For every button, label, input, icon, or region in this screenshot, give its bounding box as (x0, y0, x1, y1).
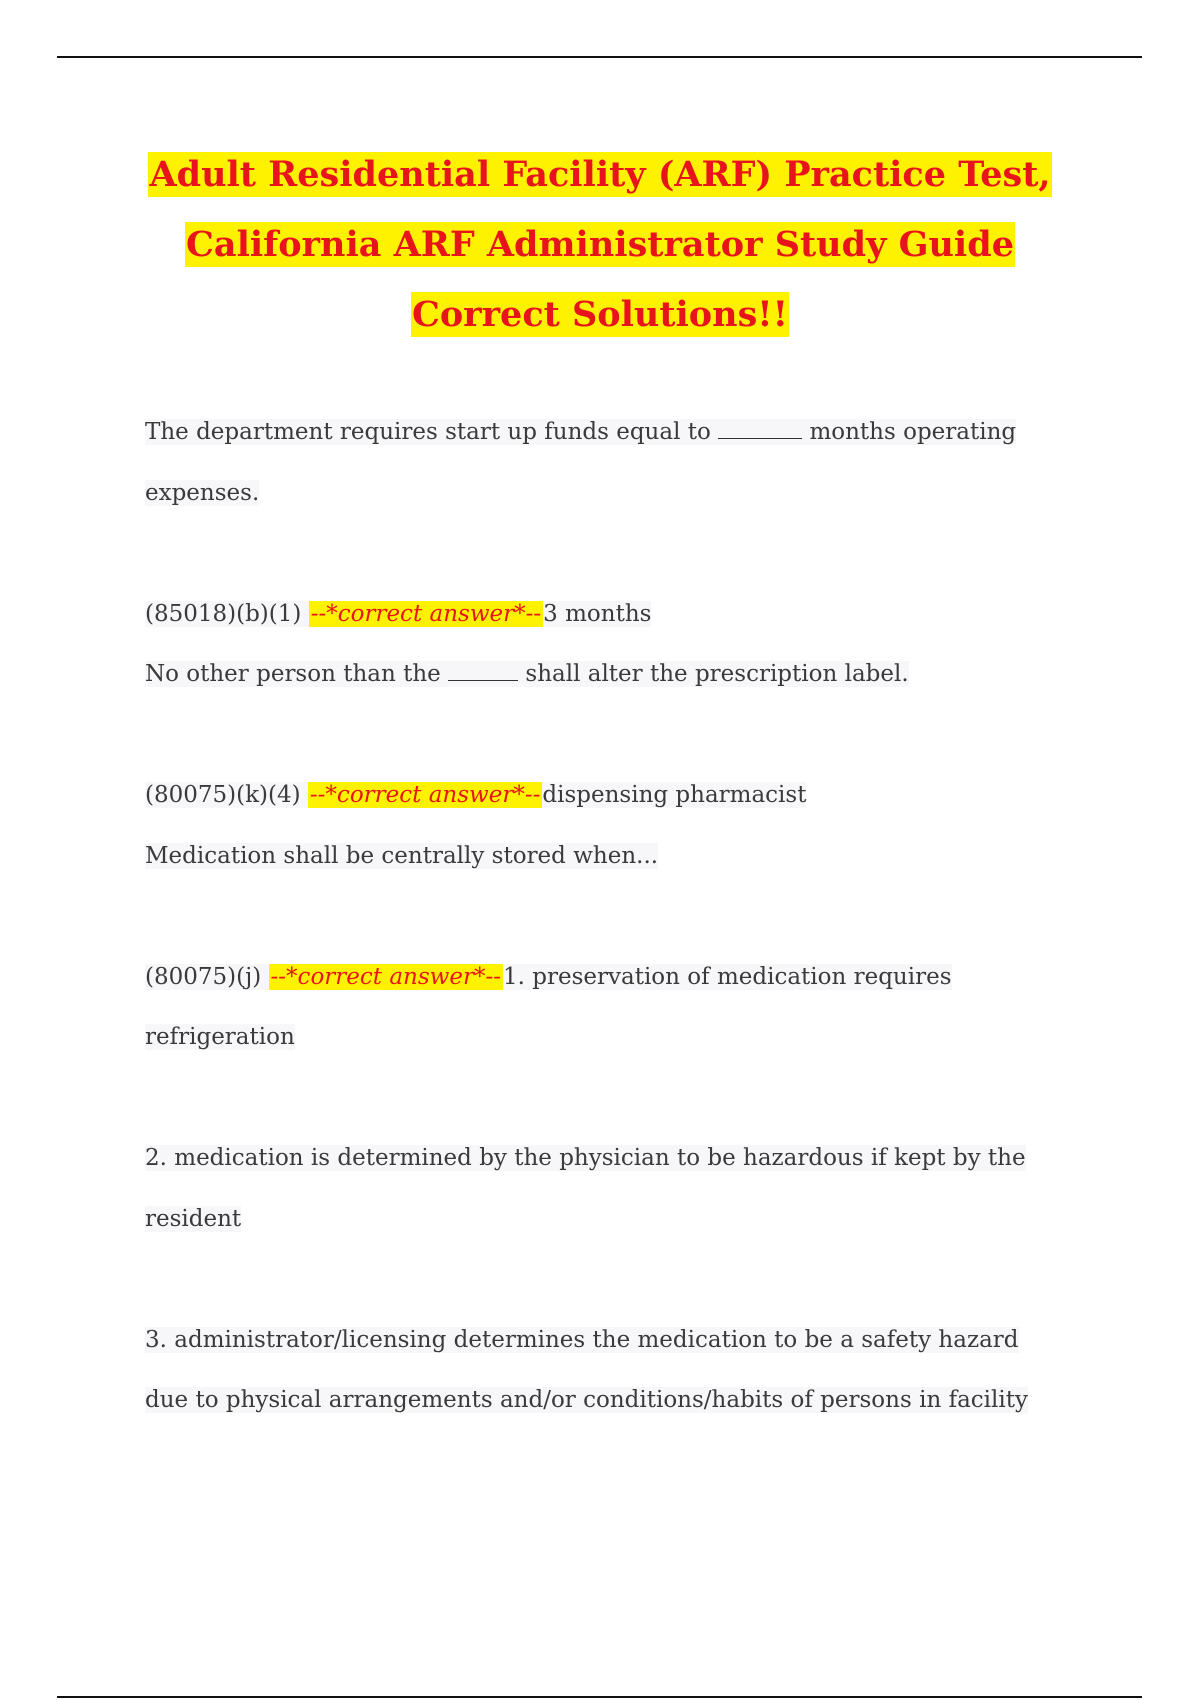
answer-3-line-2-text: 2. medication is determined by the physician to be hazardous if kept by the (145, 1145, 1026, 1171)
title-line-1: Adult Residential Facility (ARF) Practice Test, (149, 154, 1051, 195)
question-2-text-b: shall alter the prescription label. (518, 661, 909, 687)
answer-3-line-3-text: 3. administrator/licensing determines the medication to be a safety hazard (145, 1326, 1019, 1353)
answer-3-line-1-cont-text: refrigeration (145, 1024, 295, 1050)
answer-3-line-3-cont-text: due to physical arrangements and/or conditions/habits of persons in facility (145, 1387, 1028, 1413)
answer-1-line (145, 584, 1145, 645)
answer-3-line-1-cont (145, 1007, 1145, 1068)
answer-3-line-3-cont (145, 1370, 1145, 1431)
question-3-text: Medication shall be centrally stored when... (145, 842, 659, 869)
answer-3-line-1: 1. preservation of medication requires (503, 963, 952, 990)
citation-2: (80075)(k)(4) (145, 782, 308, 808)
question-2-line (145, 644, 1145, 705)
top-rule (57, 56, 1142, 58)
document-body (145, 402, 1145, 1431)
correct-answer-marker: --*correct answer*-- (270, 963, 501, 990)
answer-blank (718, 437, 802, 439)
document-title (60, 140, 1140, 350)
question-1-text-b: months operating (802, 419, 1017, 445)
answer-blank (448, 679, 518, 681)
question-1-line (145, 402, 1145, 463)
answer-3-line-2 (145, 1128, 1145, 1189)
citation-1: (85018)(b)(1) (145, 600, 309, 627)
question-1-line-cont (145, 463, 1145, 524)
title-line-3: Correct Solutions!! (411, 294, 789, 335)
answer-3-line-2-cont-text: resident (145, 1205, 242, 1232)
question-2-text-a: No other person than the (145, 661, 449, 687)
title-line-2: California ARF Administrator Study Guide (186, 224, 1014, 265)
answer-1: 3 months (543, 600, 652, 627)
answer-3-line-3 (145, 1310, 1145, 1371)
answer-2-line (145, 765, 1145, 826)
question-1-text-a: The department requires start up funds equal to (145, 419, 719, 445)
correct-answer-marker: --*correct answer*-- (310, 600, 542, 627)
bottom-rule (57, 1696, 1142, 1698)
answer-3-line (145, 947, 1145, 1008)
question-1-text-c: expenses. (145, 479, 260, 506)
question-3-line (145, 826, 1145, 887)
answer-2: dispensing pharmacist (542, 782, 807, 808)
citation-3: (80075)(j) (145, 963, 269, 990)
correct-answer-marker: --*correct answer*-- (309, 782, 541, 808)
answer-3-line-2-cont (145, 1189, 1145, 1250)
